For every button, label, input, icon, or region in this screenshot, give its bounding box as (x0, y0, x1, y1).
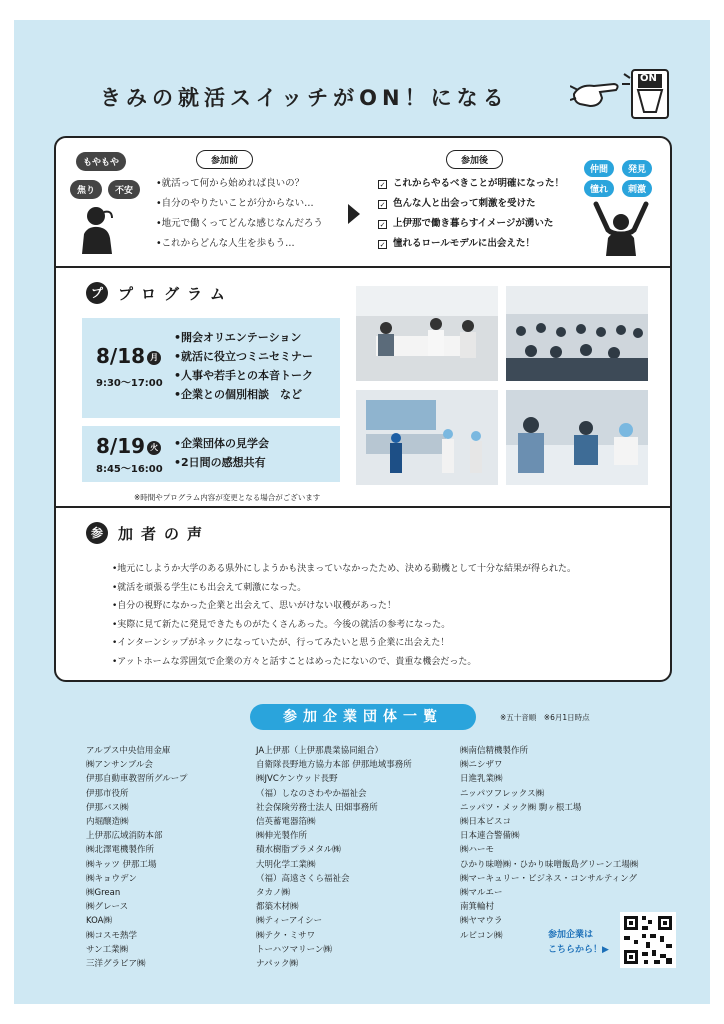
list-item: 社会保険労務士法人 田畑事務所 (256, 802, 378, 813)
feeling-bubble: 不安 (108, 180, 140, 199)
list-item: ニッパツ・メック㈱ 駒ヶ根工場 (460, 802, 582, 813)
day2-time: 8:45～16:00 (96, 464, 163, 475)
day1-items (174, 328, 313, 404)
list-item: 日進乳業㈱ (460, 774, 503, 785)
switch-illustration (570, 64, 680, 124)
list-item: ルビコン㈱ (460, 930, 503, 941)
checkbox-icon: ✓ (379, 200, 386, 209)
list-item: •企業との個別相談 など (174, 388, 303, 401)
list-item: ㈱Grean (86, 888, 121, 899)
list-item: 伊那市役所 (86, 788, 129, 799)
list-item: 伊那自動車教習所グループ (86, 774, 188, 785)
after-label: 参加後 (446, 150, 503, 169)
pointing-hand-icon (570, 64, 680, 124)
list-item: ㈱ヤマウラ (460, 916, 503, 927)
list-item: 内堀醸造㈱ (86, 817, 129, 828)
worried-person-icon (78, 204, 118, 254)
program-title: プログラム (118, 284, 233, 303)
list-item: ㈱キョウデン (86, 873, 137, 884)
list-item: 信英蓄電器箔㈱ (256, 817, 316, 828)
list-item: ㈱マーキュリー・ビジネス・コンサルティング (460, 873, 637, 884)
list-item: •地元にしようか大学のある県外にしようかも決まっていなかったため、決める動機として十分な結果が得られた。 (112, 564, 576, 574)
feeling-bubble: もやもや (76, 152, 126, 171)
list-item: ㈱テク・ミサワ (256, 930, 316, 941)
list-item: •地元で働くってどんな感じなんだろう (156, 218, 323, 229)
cheering-person-icon (590, 200, 652, 256)
benefit-tag: 刺激 (622, 180, 652, 197)
benefit-tag: 憧れ (584, 180, 614, 197)
list-item: ㈱マルエー (460, 888, 503, 899)
before-list (156, 174, 323, 254)
day1-time: 9:30～17:00 (96, 378, 163, 389)
list-item: 三洋グラビア㈱ (86, 959, 146, 970)
photo-tour (356, 390, 498, 485)
voices-list (112, 560, 576, 671)
voices-heading-icon: 参 (86, 522, 108, 544)
list-item: •これからどんな人生を歩もう… (156, 238, 295, 249)
companies-column-3 (460, 744, 638, 943)
list-item: •インターンシップがネックになっていたが、行ってみたいと思う企業に出会えた！ (112, 638, 450, 648)
voices-section (56, 506, 670, 682)
list-item: ㈱伸光製作所 (256, 831, 308, 842)
program-heading (86, 282, 233, 304)
list-item: トーハツマリーン㈱ (256, 944, 332, 955)
before-label: 参加前 (196, 150, 253, 169)
list-item: 都築木材㈱ (256, 902, 299, 913)
switch-on-label: ON (640, 73, 657, 84)
list-item: アルプス中央信用金庫 (86, 746, 171, 756)
list-item: •アットホームな雰囲気で企業の方々と話すことはめったにないので、貴重な機会だった。 (112, 656, 477, 667)
list-item: JA上伊那（上伊那農業協同組合） (256, 746, 384, 756)
list-item: •開会オリエンテーション (174, 331, 302, 344)
list-item: 大明化学工業㈱ (256, 859, 316, 870)
list-item: ✓ 色んな人と出会って刺激を受けた (379, 198, 536, 209)
list-item: ナパック㈱ (256, 959, 298, 970)
qr-code-icon[interactable] (620, 912, 676, 968)
list-item: ㈱キッツ 伊那工場 (86, 859, 157, 870)
checkbox-icon: ✓ (379, 180, 386, 189)
companies-note: ※五十音順 ※6月1日時点 (500, 713, 590, 722)
list-item: タカノ㈱ (256, 888, 291, 899)
cta-line: 参加企業は (548, 930, 594, 940)
list-item: •就活を頑張る学生にも出会えて刺激になった。 (112, 582, 307, 593)
list-item: ひかり味噌㈱・ひかり味噌飯島グリーン工場㈱ (460, 859, 639, 870)
list-item: 積水樹脂プラメタル㈱ (256, 845, 341, 856)
list-item: •人事や若手との本音トーク (174, 369, 314, 382)
list-item: （福）高遠さくら福祉会 (256, 873, 350, 884)
list-item: ㈱ティーアイシー (256, 916, 323, 927)
list-item: ㈱ニシザワ (460, 760, 503, 771)
cta-line: こちらから！▶ (548, 945, 609, 955)
day2-box (82, 426, 340, 482)
feeling-bubble: 焦り (70, 180, 102, 199)
companies-heading: 参加企業団体一覧 (250, 704, 476, 730)
list-item: ㈱南信精機製作所 (460, 746, 529, 756)
list-item: （福）しなのさわやか福祉会 (256, 788, 367, 799)
headline: きみの就活スイッチがON！になる (100, 86, 509, 110)
list-item: ✓ 憧れるロールモデルに出会えた！ (379, 238, 535, 249)
list-item: ✓ これからやるべきことが明確になった！ (379, 178, 565, 189)
list-item: ㈱コスモ熱学 (86, 930, 138, 941)
companies-column-1 (86, 744, 187, 971)
list-item: •2日間の感想共有 (174, 456, 266, 469)
list-item: •就活に役立つミニセミナー (174, 350, 314, 363)
program-section (56, 266, 670, 506)
list-item: 日本連合警備㈱ (460, 831, 520, 842)
photo-crowd (506, 286, 648, 381)
program-note: ※時間やプログラム内容が変更となる場合がございます (134, 493, 321, 502)
photo-consultation (506, 390, 648, 485)
before-after-section (56, 138, 670, 266)
checkbox-icon: ✓ (379, 240, 386, 249)
list-item: 南箕輪村 (460, 902, 495, 913)
list-item: •自分の視野になかった企業と出会えて、思いがけない収穫があった！ (112, 601, 397, 611)
list-item: •自分のやりたいことが分からない… (156, 198, 314, 209)
list-item: 自衛隊長野地方協力本部 伊那地域事務所 (256, 760, 412, 771)
list-item: ㈱JVCケンウッド長野 (256, 774, 338, 785)
benefit-tag: 仲間 (584, 160, 614, 177)
list-item: サン工業㈱ (86, 944, 129, 955)
after-list (378, 174, 564, 254)
companies-column-2 (256, 744, 412, 971)
day1-date: 8/18 月 (96, 344, 161, 368)
day2-date: 8/19 火 (96, 434, 161, 458)
day1-box (82, 318, 340, 418)
list-item: 伊那バス㈱ (86, 802, 129, 813)
list-item: •実際に見て新たに発見できたものがたくさんあった。今後の就活の参考になった。 (112, 619, 451, 630)
program-heading-icon: プ (86, 282, 108, 304)
benefit-tag: 発見 (622, 160, 652, 177)
list-item: ㈱ハーモ (460, 845, 495, 856)
list-item: ニッパツフレックス㈱ (460, 788, 545, 799)
list-item: •就活って何から始めれば良いの？ (156, 178, 305, 189)
voices-heading (86, 522, 210, 544)
list-item: ㈱日本ビスコ (460, 817, 512, 828)
list-item: ㈱北澤電機製作所 (86, 845, 155, 856)
list-item: ㈱グレース (86, 902, 129, 913)
voices-title: 加者の声 (118, 524, 211, 543)
arrow-right-icon (348, 204, 360, 224)
photo-discussion (356, 286, 498, 381)
list-item: •企業団体の見学会 (174, 437, 270, 450)
list-item: ㈱アンサンブル会 (86, 760, 153, 771)
list-item: KOA㈱ (86, 916, 112, 927)
list-item: 上伊那広域消防本部 (86, 831, 163, 842)
companies-cta[interactable] (548, 928, 609, 958)
day2-items (174, 434, 269, 472)
content-card (54, 136, 672, 682)
list-item: ✓ 上伊那で働き暮らすイメージが湧いた (379, 218, 554, 229)
checkbox-icon: ✓ (379, 220, 386, 229)
